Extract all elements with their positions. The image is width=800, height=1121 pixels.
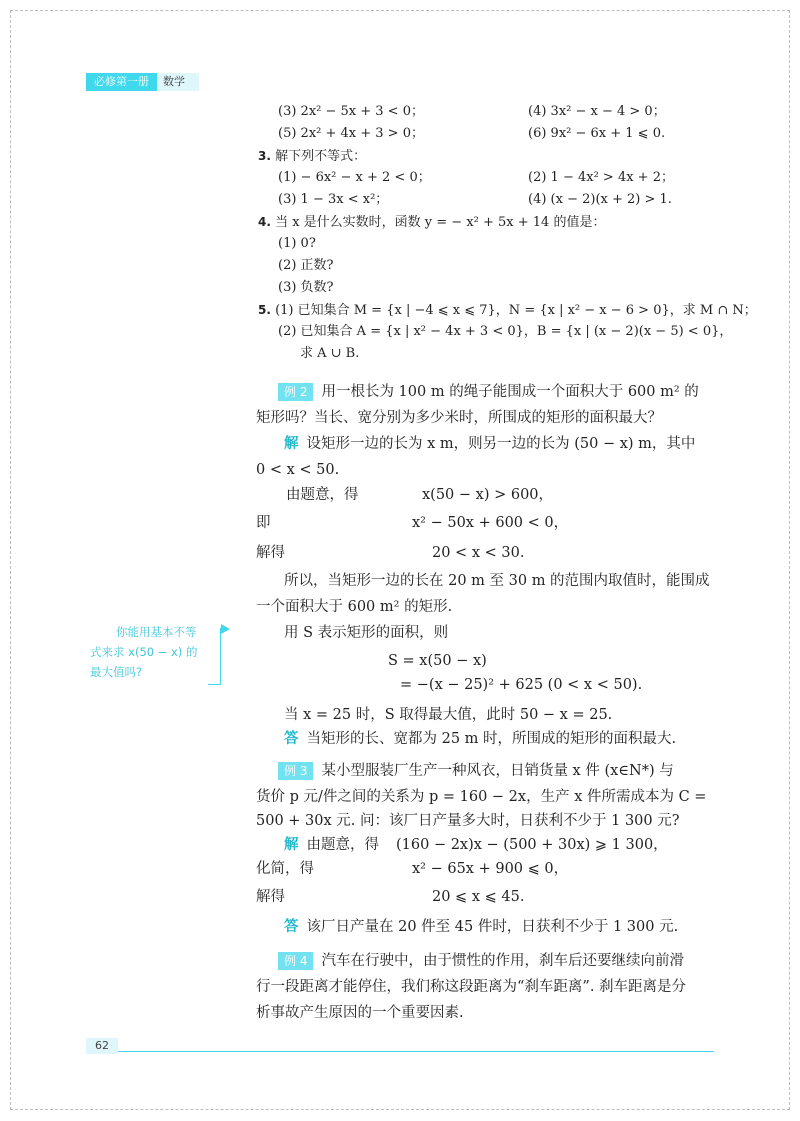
ex2-answer-label: 答 <box>284 730 299 747</box>
ex4-line2: 行一段距离才能停住，我们称这段距离为“刹车距离”. 刹车距离是分 <box>256 979 687 995</box>
ex3-problem-line3: 500 + 30x 元. 问：该厂日产量多大时，日获利不少于 1 300 元? <box>256 813 680 829</box>
side-note-bracket <box>220 628 221 684</box>
ex3-step2-expr: x² − 65x + 900 ⩽ 0， <box>412 861 569 877</box>
ex2-solution-line1 <box>284 433 695 455</box>
q4-title-line <box>258 212 605 233</box>
flag-icon <box>221 624 230 634</box>
side-note-bracket-foot <box>208 684 221 685</box>
q5-line1 <box>258 300 757 321</box>
ex4-text1: 汽车在行驶中，由于惯性的作用，刹车后还要继续向前滑 <box>321 953 684 969</box>
ex2-conclusion-line2: 一个面积大于 600 m² 的矩形. <box>256 599 453 615</box>
ex2-step1-label: 由题意，得 <box>286 487 359 503</box>
q4-item3: (3) 负数? <box>278 280 334 295</box>
ex3-step1-expr: (160 − 2x)x − (500 + 30x) ⩾ 1 300， <box>396 837 668 853</box>
ex2-area-intro: 用 S 表示矩形的面积，则 <box>284 625 449 641</box>
ex2-answer-text: 当矩形的长、宽都为 25 m 时，所围成的矩形的面积最大. <box>306 731 677 747</box>
q3-item2: (2) 1 − 4x² > 4x + 2； <box>528 170 674 185</box>
ex3-solution-label: 解 <box>284 836 299 853</box>
q4-number: 4. <box>258 215 271 229</box>
q2-item4: (4) 3x² − x − 4 > 0； <box>528 104 666 119</box>
q3-item3: (3) 1 − 3x < x²； <box>278 192 389 207</box>
q5-item2-cont: 求 A ∪ B. <box>300 346 360 361</box>
q3-item4: (4) (x − 2)(x + 2) > 1. <box>528 192 672 207</box>
q2-item5: (5) 2x² + 4x + 3 > 0； <box>278 126 424 141</box>
page-header <box>86 73 199 91</box>
ex2-step3-expr: 20 < x < 30. <box>432 545 525 561</box>
ex3-problem-line1 <box>278 760 674 782</box>
ex2-solution-label: 解 <box>284 435 299 452</box>
ex3-step3-expr: 20 ⩽ x ⩽ 45. <box>432 889 525 905</box>
ex2-area-expr1: S = x(50 − x) <box>388 653 487 669</box>
side-note-line2: 式来求 x(50 − x) 的 <box>90 645 198 659</box>
ex2-problem-line2: 矩形吗？当长、宽分别为多少米时，所围成的矩形的面积最大？ <box>256 410 662 426</box>
side-note-line1: 你能用基本不等 <box>116 625 197 639</box>
q5-item2: (2) 已知集合 A = {x | x² − 4x + 3 < 0}，B = {x | (x − 2)(x − 5) < 0}， <box>278 324 733 339</box>
ex3-step1-line <box>284 834 379 856</box>
ex3-step2-label: 化简，得 <box>256 861 314 877</box>
ex3-answer-line <box>284 916 678 938</box>
q4-title: 当 x 是什么实数时，函数 y = − x² + 5x + 14 的值是： <box>275 215 606 230</box>
side-note <box>90 622 218 682</box>
ex2-label: 例 2 <box>278 383 313 401</box>
q4-item1: (1) 0? <box>278 236 316 251</box>
ex2-problem-text1: 用一根长为 100 m 的绳子能围成一个面积大于 600 m² 的 <box>321 384 699 400</box>
ex4-label: 例 4 <box>278 952 313 970</box>
footer-rule <box>118 1051 714 1052</box>
ex3-problem-text1: 某小型服装厂生产一种风衣，日销货量 x 件 (x∈N*) 与 <box>321 763 674 779</box>
q5-number: 5. <box>258 303 271 317</box>
ex3-answer-label: 答 <box>284 918 299 935</box>
ex3-step1-label: 由题意，得 <box>306 837 379 853</box>
page-number: 62 <box>86 1038 118 1054</box>
ex2-step2-label: 即 <box>256 515 271 531</box>
ex2-conclusion-line1: 所以，当矩形一边的长在 20 m 至 30 m 的范围内取值时，能围成 <box>284 573 710 589</box>
q3-item1: (1) − 6x² − x + 2 < 0； <box>278 170 431 185</box>
ex3-answer-text: 该厂日产量在 20 件至 45 件时，日获利不少于 1 300 元. <box>306 919 679 935</box>
q4-item2: (2) 正数? <box>278 258 334 273</box>
q3-number: 3. <box>258 149 271 163</box>
ex2-problem-line1 <box>278 381 699 403</box>
q2-item6: (6) 9x² − 6x + 1 ⩽ 0. <box>528 126 666 141</box>
ex2-solution-line2: 0 < x < 50. <box>256 462 340 478</box>
ex4-line1 <box>278 950 684 972</box>
subject-label: 数学 <box>157 73 199 91</box>
ex2-step1-expr: x(50 − x) > 600， <box>422 487 554 503</box>
ex2-answer-line <box>284 728 676 750</box>
q5-item1: (1) 已知集合 M = {x | −4 ⩽ x ⩽ 7}，N = {x | x² − x − 6 > 0}，求 M ∩ N； <box>275 303 757 318</box>
ex2-solution-text1: 设矩形一边的长为 x m，则另一边的长为 (50 − x) m，其中 <box>306 436 696 452</box>
ex2-step2-expr: x² − 50x + 600 < 0， <box>412 515 569 531</box>
ex2-max-text: 当 x = 25 时，S 取得最大值，此时 50 − x = 25. <box>284 707 613 723</box>
q2-item3: (3) 2x² − 5x + 3 < 0； <box>278 104 424 119</box>
ex4-line3: 析事故产生原因的一个重要因素. <box>256 1005 464 1021</box>
ex3-label: 例 3 <box>278 762 313 780</box>
q3-title: 解下列不等式： <box>275 149 367 164</box>
ex3-problem-line2: 货价 p 元/件之间的关系为 p = 160 − 2x，生产 x 件所需成本为 C = <box>256 789 707 805</box>
ex2-area-expr2: = −(x − 25)² + 625 (0 < x < 50). <box>400 677 643 693</box>
ex2-step3-label: 解得 <box>256 545 285 561</box>
ex3-step3-label: 解得 <box>256 889 285 905</box>
book-label: 必修第一册 <box>86 73 157 91</box>
side-note-line3: 最大值吗? <box>90 665 143 679</box>
q3-title-line <box>258 146 366 167</box>
